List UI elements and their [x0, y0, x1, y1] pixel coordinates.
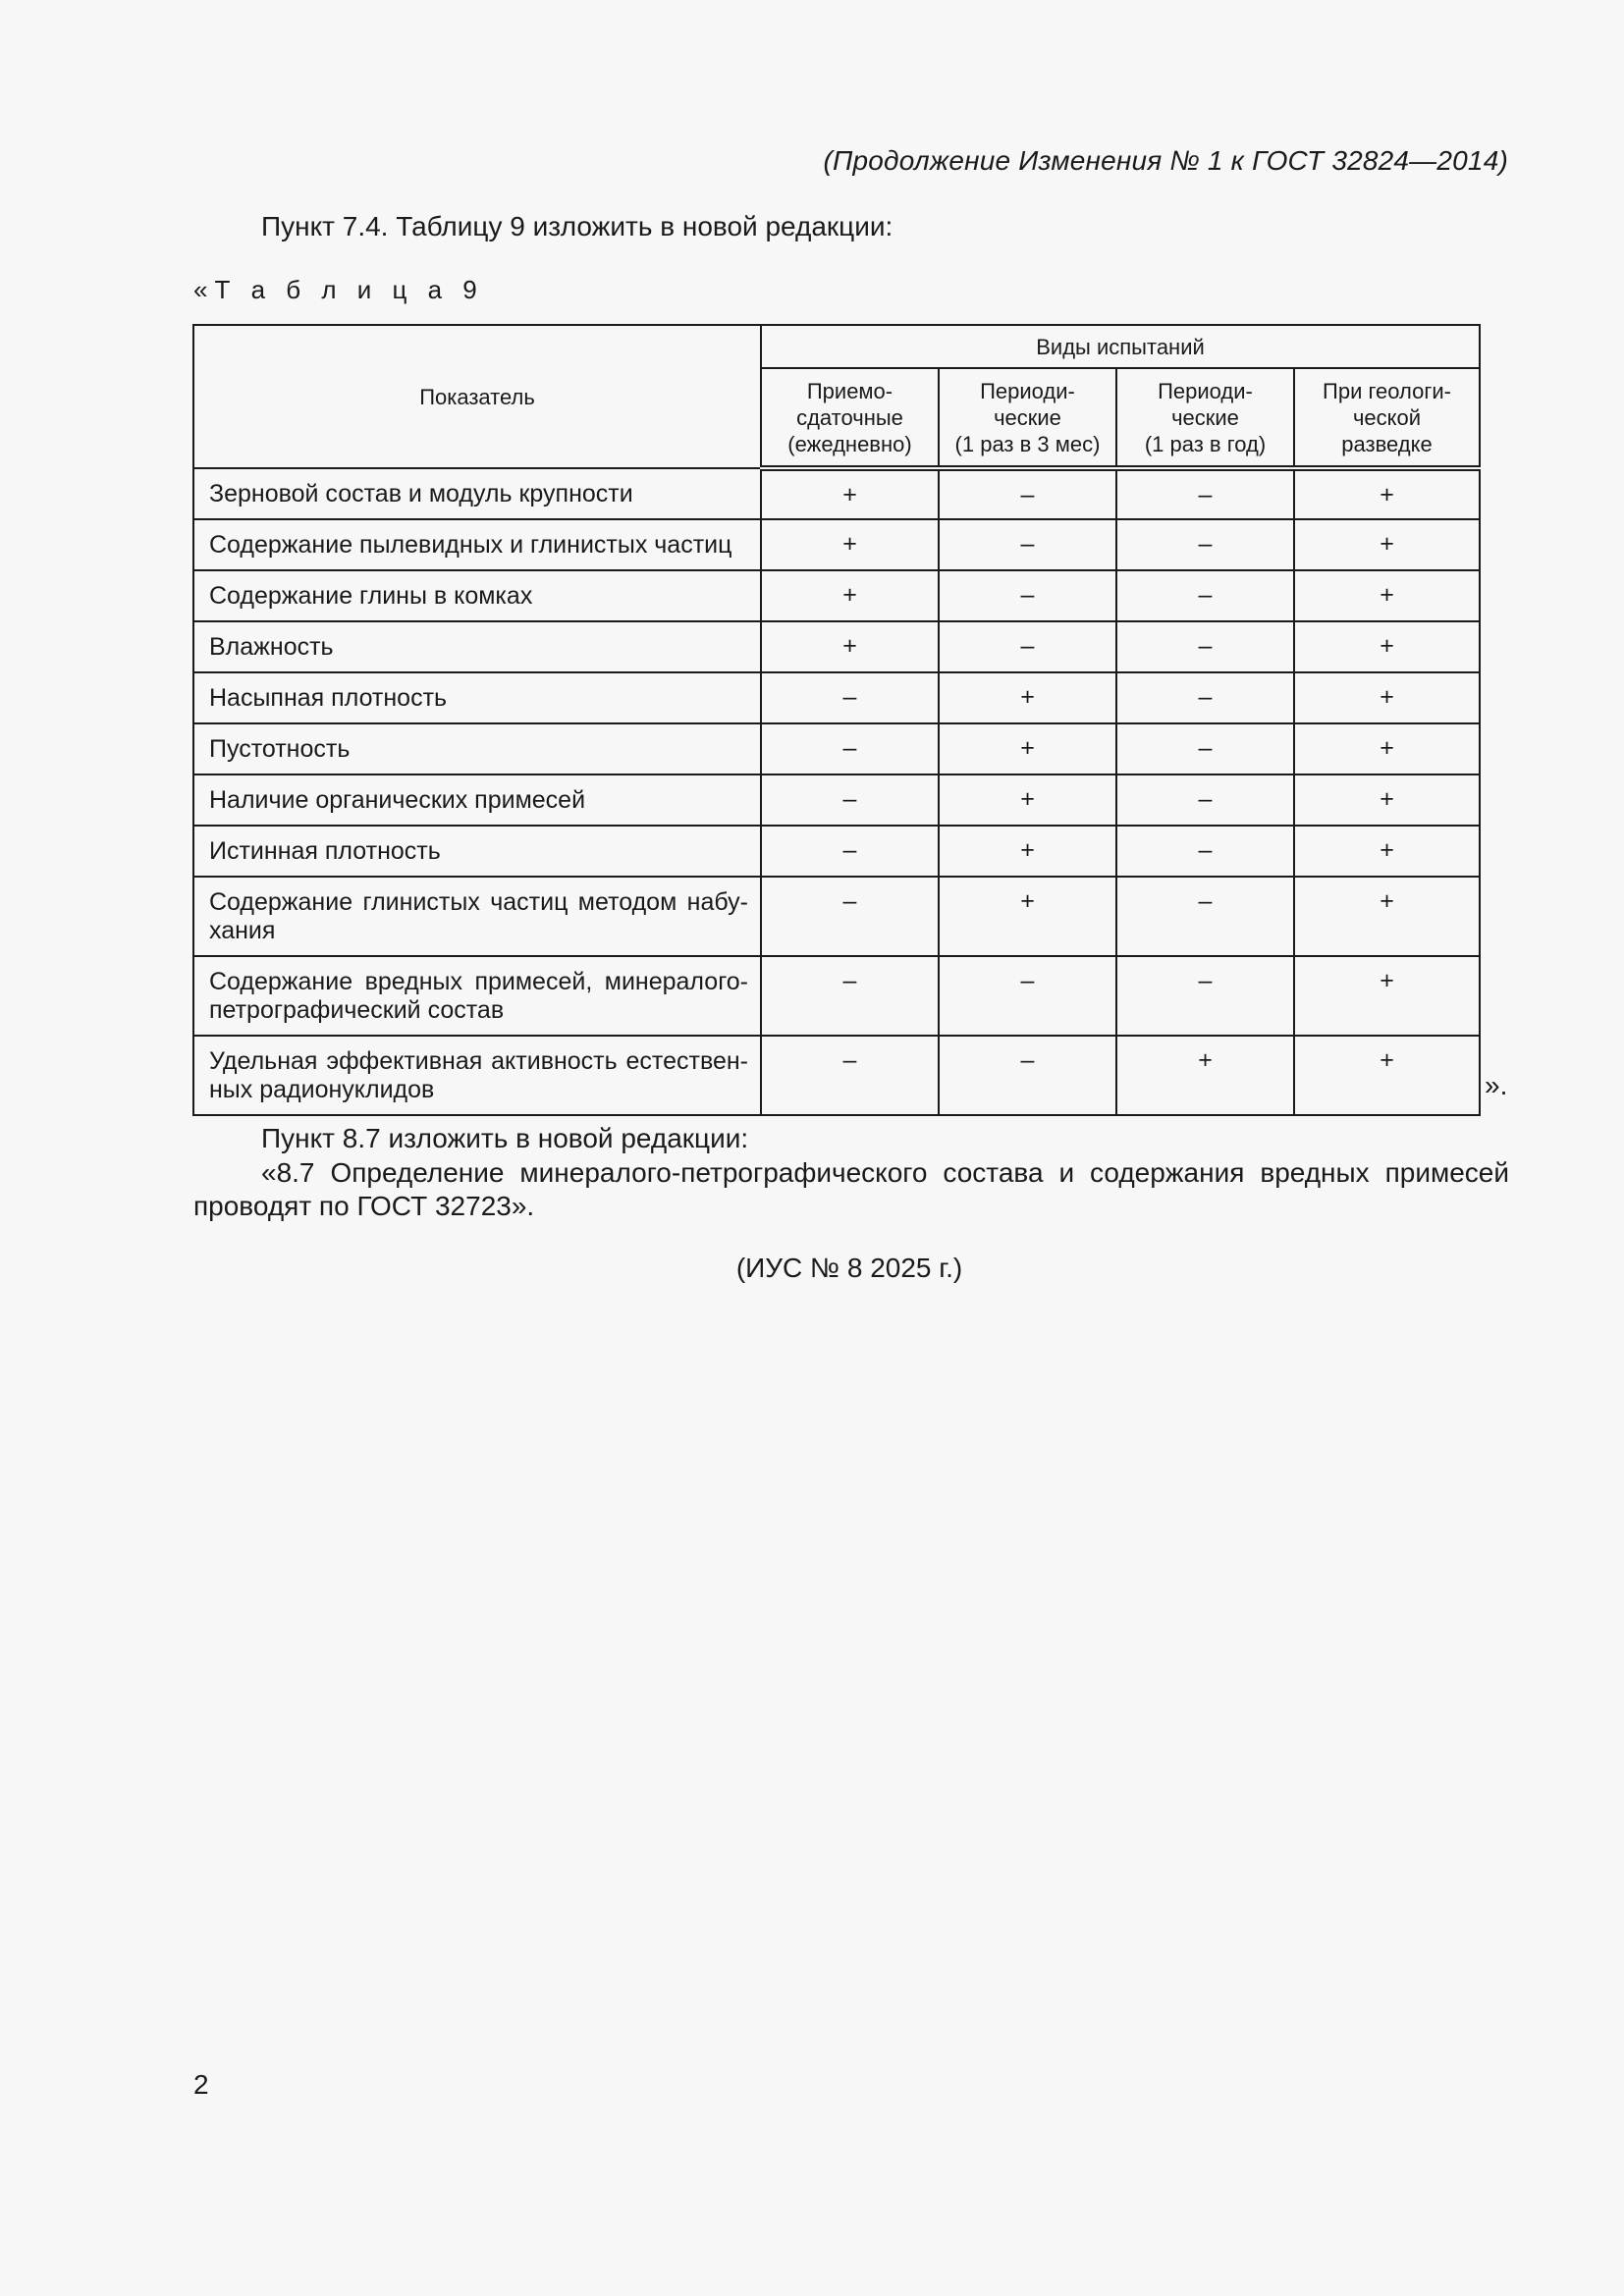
row-mark: – [1116, 723, 1294, 774]
table-row [193, 956, 1480, 1036]
row-mark: – [761, 877, 939, 956]
row-indicator-name: Содержание глинистых частиц методом набу-хания [193, 877, 761, 956]
row-mark: + [939, 723, 1116, 774]
paragraph-8-7-text: «8.7 Определение минералого-петрографического состава и содержания вредных примесей проводят по ГОСТ 32723». [193, 1157, 1509, 1221]
row-mark: – [761, 1036, 939, 1115]
row-indicator-name: Содержание пылевидных и глинистых частиц [193, 519, 761, 570]
row-indicator-name: Насыпная плотность [193, 672, 761, 723]
row-mark: – [761, 956, 939, 1036]
row-mark: + [1294, 956, 1480, 1036]
header-col-1: Приемо- сдаточные (ежедневно) [761, 368, 939, 468]
row-mark: + [1294, 621, 1480, 672]
header-col-3: Периоди- ческие (1 раз в год) [1116, 368, 1294, 468]
row-mark: + [939, 672, 1116, 723]
table-row [193, 519, 1480, 570]
row-mark: – [761, 672, 939, 723]
table-row [193, 1036, 1480, 1115]
table-row [193, 672, 1480, 723]
row-mark: – [1116, 570, 1294, 621]
page-number: 2 [193, 2069, 209, 2100]
row-mark: + [761, 468, 939, 519]
row-mark: + [1294, 519, 1480, 570]
row-mark: – [761, 723, 939, 774]
row-indicator-name: Наличие органических примесей [193, 774, 761, 826]
row-mark: + [1294, 723, 1480, 774]
row-mark: + [761, 519, 939, 570]
row-indicator-name: Содержание глины в комках [193, 570, 761, 621]
row-mark: + [1116, 1036, 1294, 1115]
row-mark: – [1116, 672, 1294, 723]
row-mark: – [1116, 774, 1294, 826]
row-mark: – [1116, 468, 1294, 519]
row-mark: + [1294, 468, 1480, 519]
row-indicator-name: Удельная эффективная активность естествен-ных радионуклидов [193, 1036, 761, 1115]
table-caption: «Т а б л и ц а 9 [193, 275, 484, 304]
row-mark: – [761, 774, 939, 826]
row-mark: + [1294, 1036, 1480, 1115]
table-row [193, 826, 1480, 877]
row-mark: – [939, 519, 1116, 570]
row-mark: – [939, 570, 1116, 621]
row-indicator-name: Зерновой состав и модуль крупности [193, 468, 761, 519]
row-mark: + [939, 826, 1116, 877]
row-indicator-name: Истинная плотность [193, 826, 761, 877]
table-9 [192, 324, 1481, 1116]
header-indicator: Показатель [193, 325, 761, 468]
row-indicator-name: Пустотность [193, 723, 761, 774]
row-mark: – [939, 956, 1116, 1036]
row-indicator-name: Влажность [193, 621, 761, 672]
row-mark: + [1294, 672, 1480, 723]
intro-paragraph: Пункт 7.4. Таблицу 9 изложить в новой редакции: [261, 211, 893, 241]
ius-reference: (ИУС № 8 2025 г.) [735, 1253, 963, 1283]
row-mark: + [761, 621, 939, 672]
table-row [193, 570, 1480, 621]
row-mark: + [1294, 826, 1480, 877]
row-indicator-name: Содержание вредных примесей, минералого-петрографический состав [193, 956, 761, 1036]
row-mark: – [939, 1036, 1116, 1115]
row-mark: + [1294, 570, 1480, 621]
row-mark: – [761, 826, 939, 877]
table-row [193, 468, 1480, 519]
row-mark: – [939, 468, 1116, 519]
table-closing-quote: ». [1485, 1070, 1508, 1100]
header-test-types: Виды испытаний [761, 325, 1480, 368]
header-col-4: При геологи- ческой разведке [1294, 368, 1480, 468]
row-mark: – [1116, 877, 1294, 956]
row-mark: – [939, 621, 1116, 672]
row-mark: – [1116, 621, 1294, 672]
table-row [193, 877, 1480, 956]
row-mark: – [1116, 519, 1294, 570]
row-mark: – [1116, 826, 1294, 877]
row-mark: + [1294, 774, 1480, 826]
header-col-2: Периоди- ческие (1 раз в 3 мес) [939, 368, 1116, 468]
table-row [193, 774, 1480, 826]
table-row [193, 621, 1480, 672]
row-mark: + [761, 570, 939, 621]
running-head: (Продолжение Изменения № 1 к ГОСТ 32824—2014) [823, 145, 1508, 176]
row-mark: + [939, 774, 1116, 826]
paragraph-8-7-intro: Пункт 8.7 изложить в новой редакции: [261, 1123, 749, 1153]
row-mark: + [1294, 877, 1480, 956]
table-row [193, 723, 1480, 774]
row-mark: – [1116, 956, 1294, 1036]
row-mark: + [939, 877, 1116, 956]
